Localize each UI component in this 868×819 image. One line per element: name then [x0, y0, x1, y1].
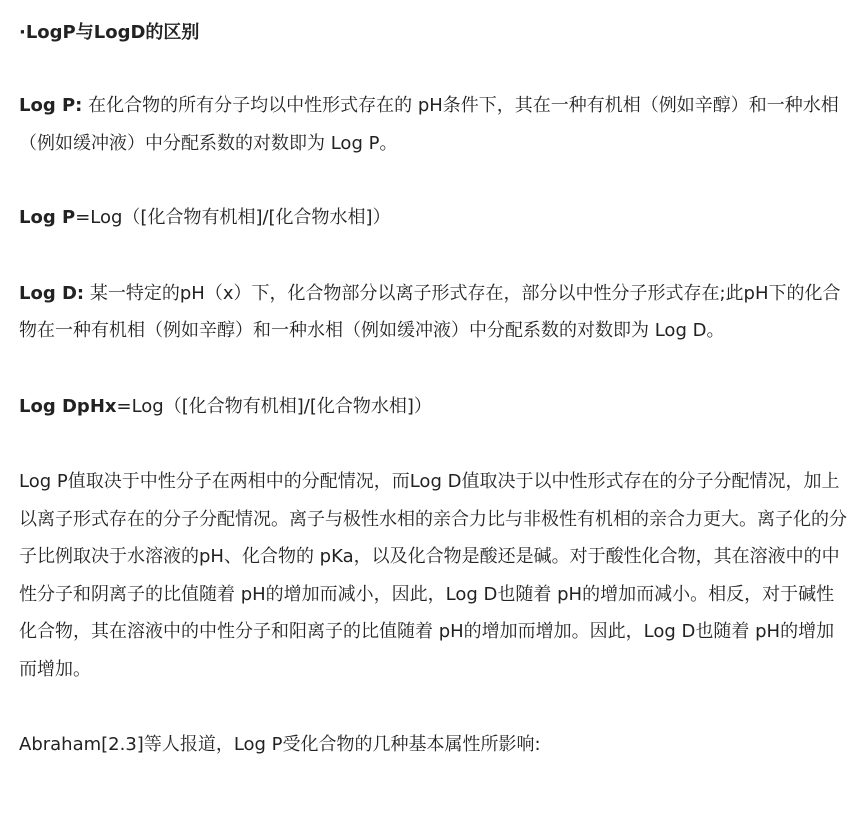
spacer	[19, 46, 852, 92]
logp-definition	[19, 87, 852, 162]
logd-definition	[19, 275, 852, 350]
closing-paragraph: Abraham[2.3]等人报道，Log P受化合物的几种基本属性所影响:	[19, 734, 541, 755]
logd-formula-text: =Log（[化合物有机相]/[化合物水相]）	[116, 395, 432, 417]
logp-definition-text: 在化合物的所有分子均以中性形式存在的 pH条件下，其在一种有机相（例如辛醇）和一种水相（例如缓冲液）中分配系数的对数即为 Log P。	[19, 95, 839, 154]
section-heading: ·LogP与LogD的区别	[19, 22, 200, 43]
logp-term: Log P:	[19, 95, 83, 116]
logd-formula	[19, 388, 852, 426]
logd-formula-term: Log DpHx	[19, 395, 117, 417]
explanation-paragraph: Log P值取决于中性分子在两相中的分配情况，而Log D值取决于以中性形式存在的分子分配情况，加上以离子形式存在的分子分配情况。离子与极性水相的亲合力比与非极性有机相的亲合力更大。离子化的分子比例取决于水溶液的pH、化合物的 pKa，以及化合物是酸还是碱。对于酸性化合物，其在溶液中的中性分子和阴离子的比值随着 pH的增加而减小，因此，Log D也随着 pH的增加而减小。相反，对于碱性化合物，其在溶液中的中性分子和阳离子的比值随着 pH的增加而增加。因此，Log D也随着 pH的增加而增加。	[19, 471, 847, 680]
logd-term: Log D:	[19, 282, 85, 304]
logd-definition-text: 某一特定的pH（x）下，化合物部分以离子形式存在，部分以中性分子形式存在;此pH下的化合物在一种有机相（例如辛醇）和一种水相（例如缓冲液）中分配系数的对数即为 Log D。	[19, 282, 841, 341]
logp-formula-text: =Log（[化合物有机相]/[化合物水相]）	[75, 207, 391, 228]
logp-formula-term: Log P	[19, 207, 76, 228]
logp-formula	[19, 199, 852, 237]
